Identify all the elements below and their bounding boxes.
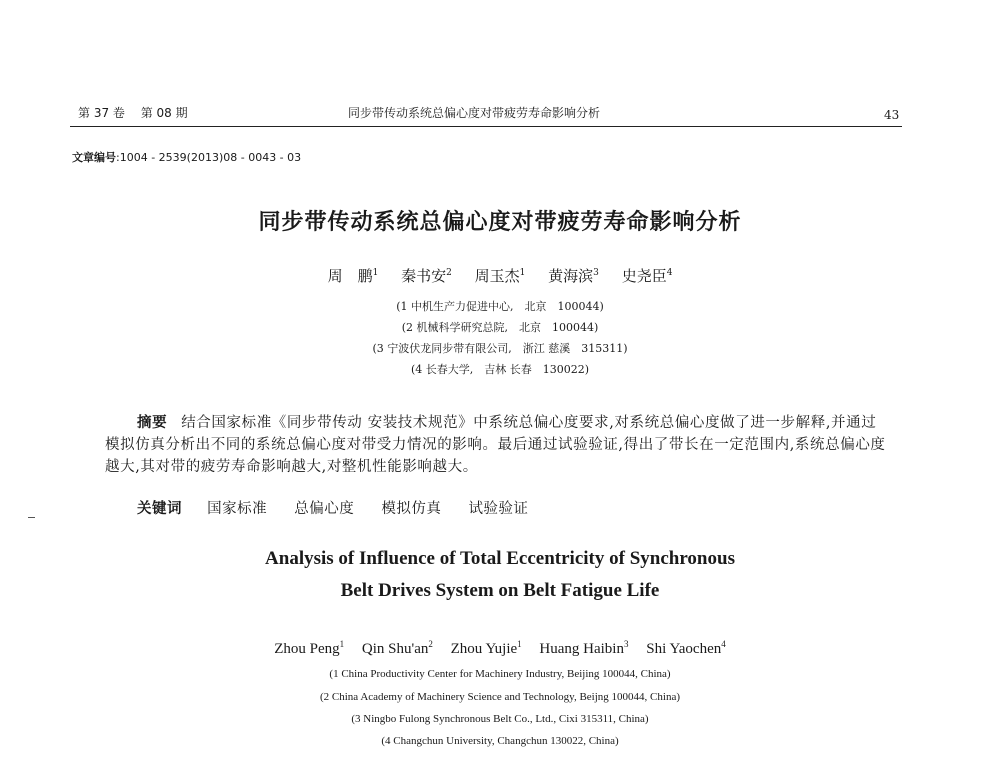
author-cn: 黄海滨$^3$ <box>548 267 599 285</box>
keyword: 试验验证 <box>468 501 529 517</box>
running-header-issue <box>78 104 188 121</box>
affiliation-cn: (1 中机生产力促进中心, 北京 100044) <box>396 300 604 313</box>
author-en: Huang Haibin$^3$ <box>539 639 629 657</box>
margin-mark <box>28 517 35 518</box>
keyword: 国家标准 <box>207 501 268 517</box>
issue-label: 第 08 期 <box>140 106 188 120</box>
author-en: Zhou Yujie$^1$ <box>450 639 522 657</box>
affiliation-en: (3 Ningbo Fulong Synchronous Belt Co., Ltd., Cixi 315311, China) <box>351 713 649 725</box>
author-list-cn <box>0 265 1000 286</box>
paper-title-en-line2: Belt Drives System on Belt Fatigue Life <box>340 580 660 601</box>
affiliation-en: (1 China Productivity Center for Machinery Industry, Beijing 100044, China) <box>329 668 671 680</box>
keyword: 模拟仿真 <box>381 501 442 517</box>
author-en: Shi Yaochen$^4$ <box>646 639 726 657</box>
abstract-cn <box>105 412 891 478</box>
author-list-en <box>0 639 1000 658</box>
affiliation-en: (2 China Academy of Machinery Science and Technology, Beijng 100044, China) <box>319 691 680 703</box>
running-header-title: 同步带传动系统总偏心度对带疲劳寿命影响分析 <box>348 106 601 120</box>
author-cn: 史尧臣$^4$ <box>621 267 673 285</box>
affiliation-en: (4 Changchun University, Changchun 130022, China) <box>381 735 619 747</box>
article-id-value: :1004 - 2539(2013)08 - 0043 - 03 <box>116 151 302 164</box>
affiliation-cn: (4 长春大学, 吉林 长春 130022) <box>410 363 590 376</box>
article-id-label: 文章编号 <box>72 151 116 164</box>
page-number: 43 <box>884 108 900 122</box>
keyword: 总偏心度 <box>294 501 355 517</box>
abstract-label: 摘要 <box>137 415 168 431</box>
header-rule <box>70 126 902 127</box>
author-en: Qin $Shu'an^2$ <box>361 639 433 657</box>
affiliation-cn: (3 宁波伏龙同步带有限公司, 浙江 慈溪 315311) <box>372 342 628 355</box>
affiliation-cn: (2 机械科学研究总院, 北京 100044) <box>401 321 599 334</box>
author-cn: 秦书安$^2$ <box>401 267 452 285</box>
author-cn: 周 鹏$^1$ <box>327 267 379 285</box>
paper-title-cn: 同步带传动系统总偏心度对带疲劳寿命影响分析 <box>258 210 742 235</box>
keywords-label: 关键词 <box>137 501 182 517</box>
paper-title-en-line1: Analysis of Influence of Total Eccentricity of Synchronous <box>265 548 735 569</box>
volume-label: 第 37 卷 <box>78 106 125 120</box>
abstract-text: 结合国家标准《同步带传动 安装技术规范》中系统总偏心度要求,对系统总偏心度做了进一步解释,并通过模拟仿真分析出不同的系统总偏心度对带受力情况的影响。最后通过试验验证,得出了带长在一定范围内,系统总偏心度越大,其对带的疲劳寿命影响越大,对整机性能影响越大。 <box>105 415 886 475</box>
article-id <box>72 149 301 165</box>
author-cn: 周玉杰$^1$ <box>474 267 526 285</box>
keywords-cn <box>137 497 550 518</box>
author-en: Zhou Peng$^1$ <box>274 639 345 657</box>
